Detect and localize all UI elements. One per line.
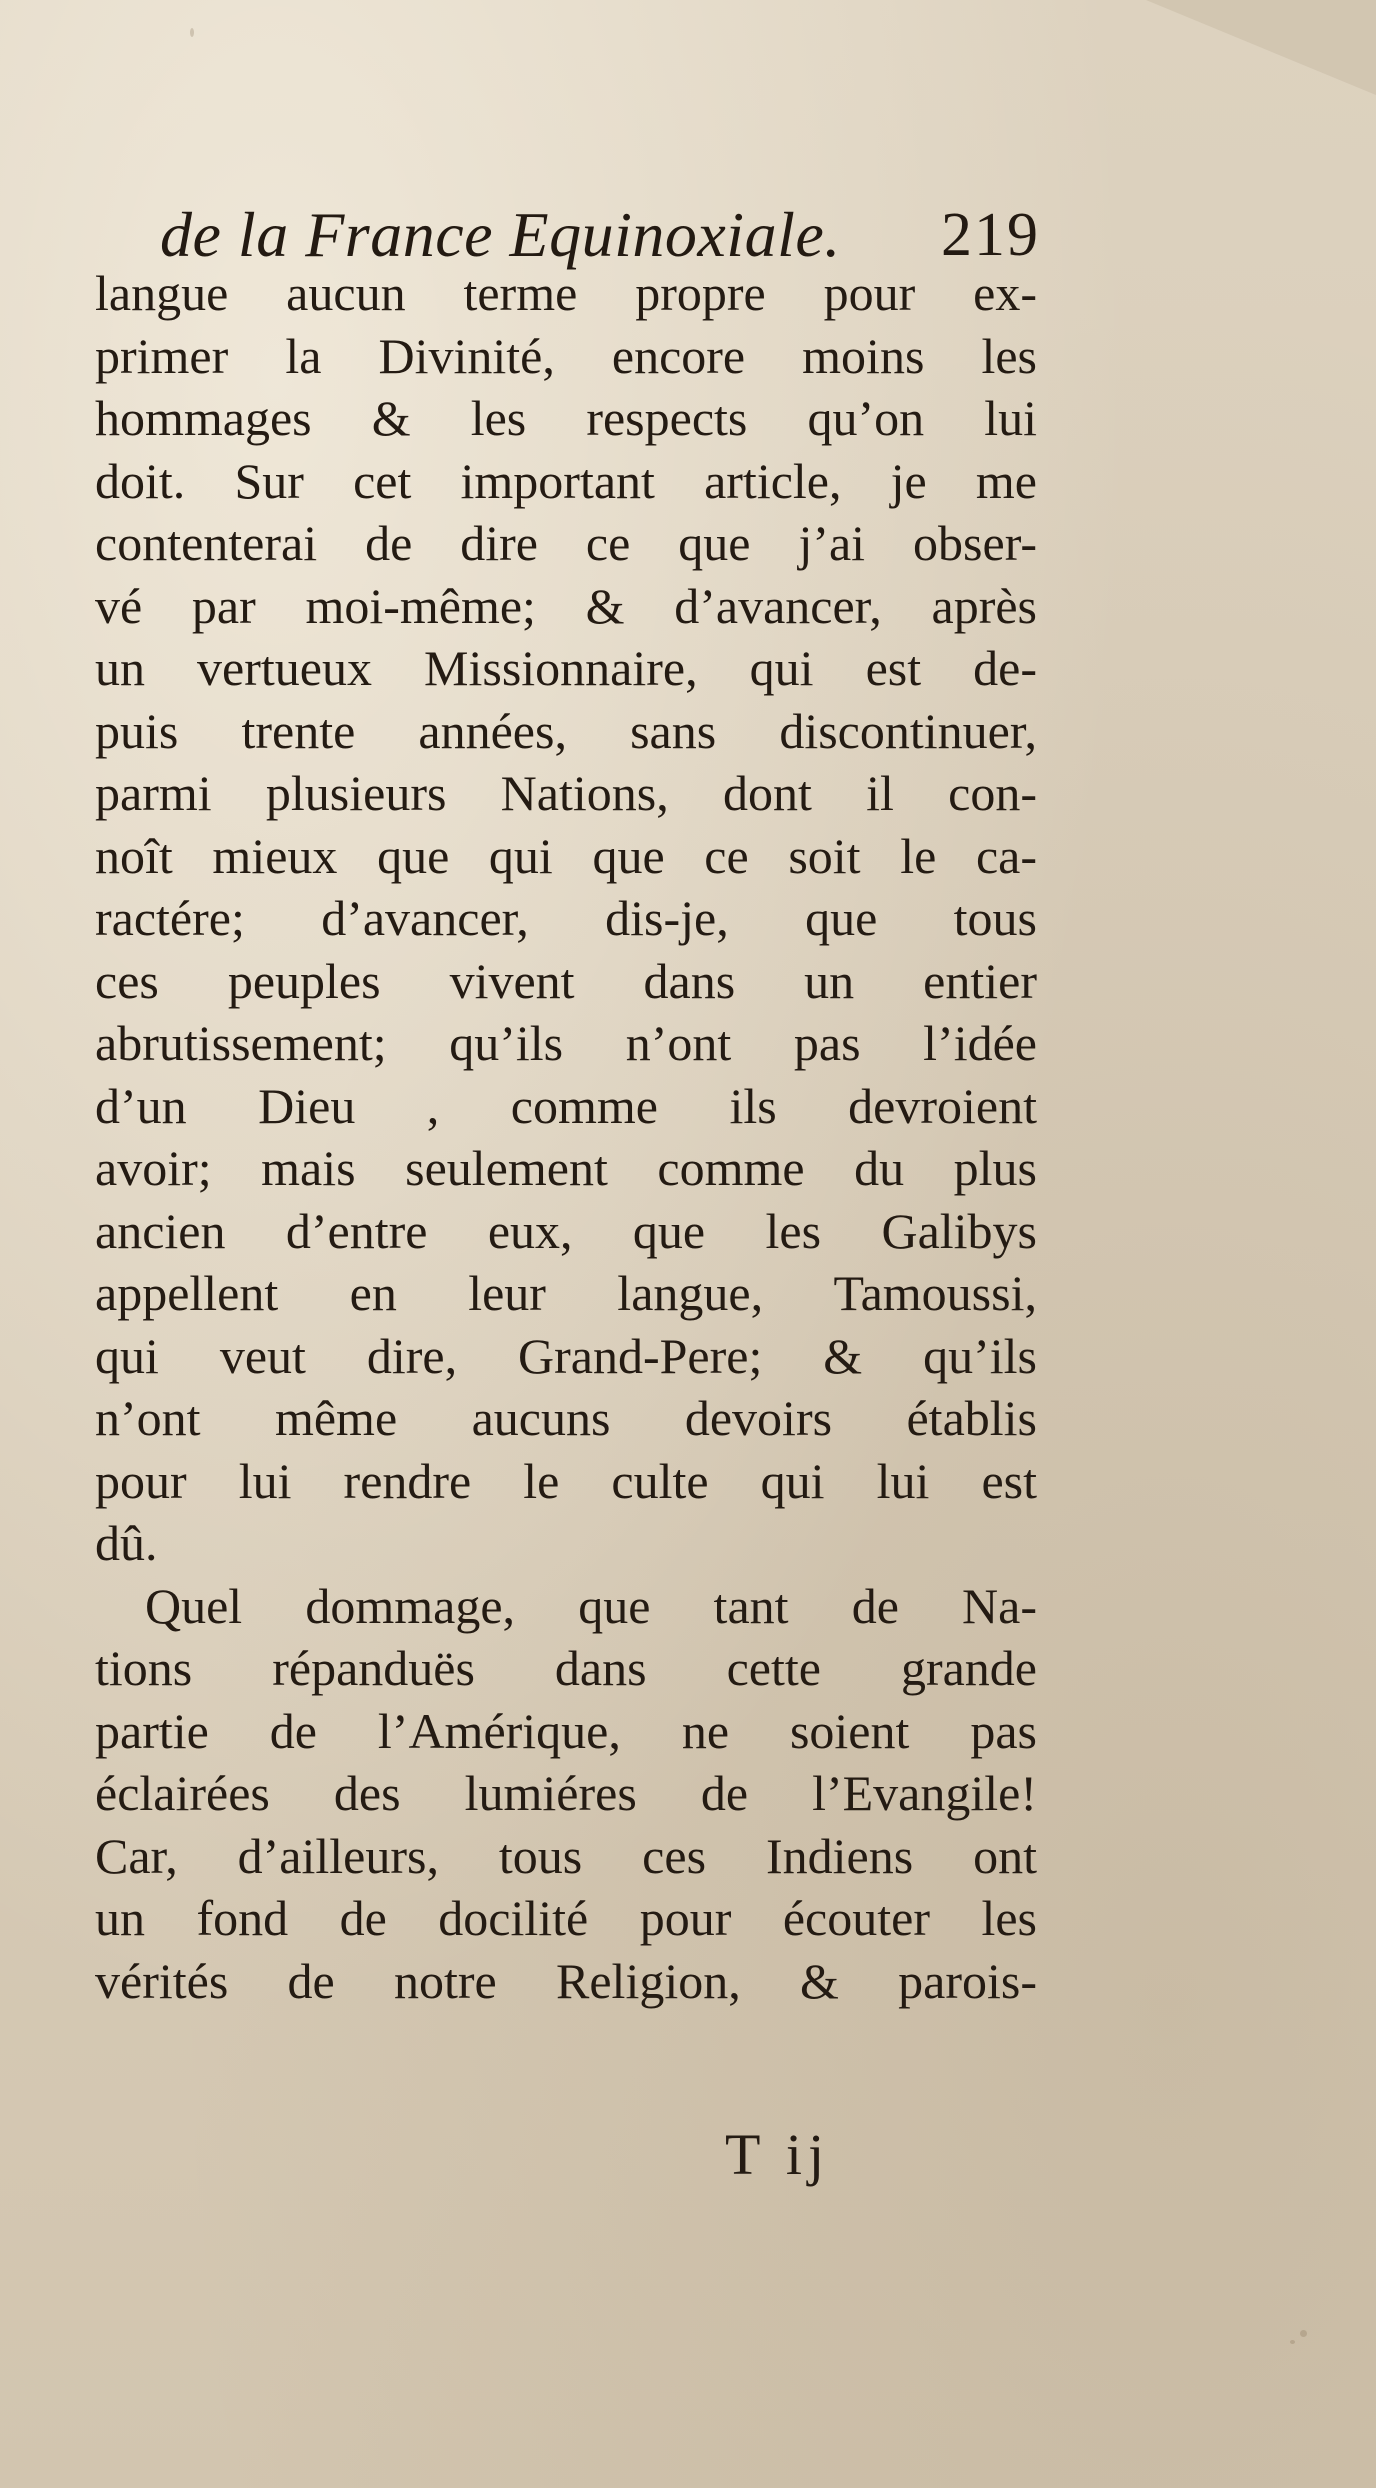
text-line: contenterai de dire ce que j’ai obser- [95,515,1037,571]
text-line: d’un Dieu , comme ils devroient [95,1077,1037,1134]
text-line: vé par moi-même; & d’avancer, après [95,577,1037,634]
text-line: un fond de docilité pour écouter les [95,1890,1037,1946]
paper-spot [190,28,194,37]
text-line: parmi plusieurs Nations, dont il con- [95,765,1037,821]
text-line: Quel dommage, que tant de Na- [145,1577,1037,1634]
text-line: qui veut dire, Grand-Pere; & qu’ils [95,1327,1037,1384]
text-line: appellent en leur langue, Tamoussi, [95,1265,1037,1321]
text-line: n’ont même aucuns devoirs établis [95,1390,1037,1446]
text-line: éclairées des lumiéres de l’Evangile! [95,1765,1037,1821]
page-number: 219 [941,201,1040,269]
paper-spot [1300,2330,1307,2337]
paper-spot [1290,2340,1295,2344]
page-corner-fold [1146,0,1376,95]
text-line: partie de l’Amérique, ne soient pas [95,1702,1037,1759]
text-line: doit. Sur cet important article, je me [95,452,1037,509]
body-text [95,262,1037,2012]
text-line: avoir; mais seulement comme du plus [95,1140,1037,1196]
text-line: ractére; d’avancer, dis-je, que tous [95,890,1037,946]
text-line: pour lui rendre le culte qui lui est [95,1452,1037,1509]
text-line: dû. [95,1515,158,1571]
text-line: primer la Divinité, encore moins les [95,327,1037,384]
text-line: tions répanduës dans cette grande [95,1640,1037,1696]
text-line: puis trente années, sans discontinuer, [95,702,1037,759]
text-line: Car, d’ailleurs, tous ces Indiens ont [95,1827,1037,1884]
signature-mark: T ij [725,2122,831,2187]
text-line: ancien d’entre eux, que les Galibys [95,1202,1037,1259]
text-line: vérités de notre Religion, & parois- [95,1952,1037,2009]
running-title: de la France Equinoxiale. [160,199,841,270]
text-line: noît mieux que qui que ce soit le ca- [95,827,1037,884]
text-line: ces peuples vivent dans un entier [95,952,1037,1009]
text-line: hommages & les respects qu’on lui [95,390,1037,446]
text-line: langue aucun terme propre pour ex- [95,265,1037,321]
text-line: un vertueux Missionnaire, qui est de- [95,640,1037,696]
text-line: abrutissement; qu’ils n’ont pas l’idée [95,1015,1037,1071]
